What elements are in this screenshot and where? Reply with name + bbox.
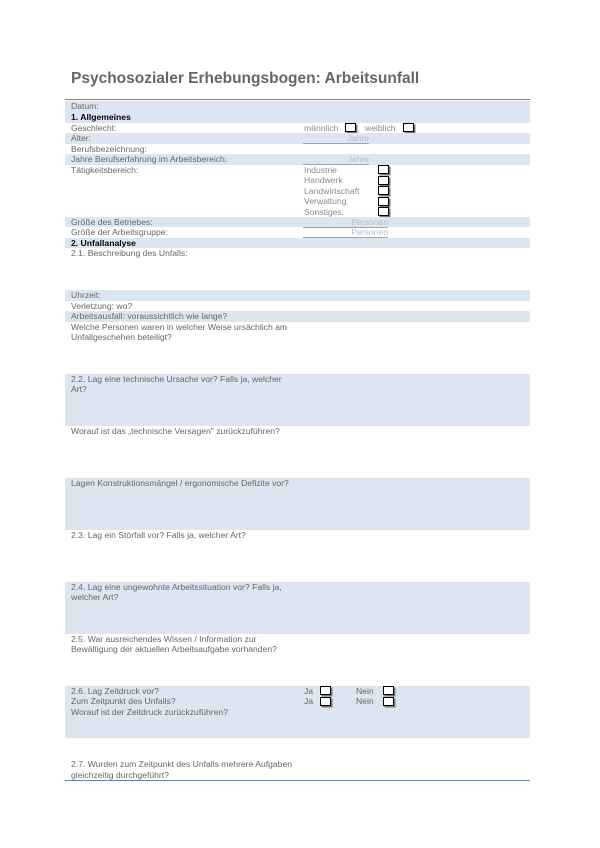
beschreibung-row[interactable] — [65, 248, 530, 290]
geschlecht-row — [65, 123, 530, 134]
zeitdruck-nein-checkbox[interactable] — [383, 686, 394, 695]
mehrere-aufgaben-row[interactable] — [65, 759, 530, 780]
option-industrie: Industrie — [304, 164, 337, 175]
arbeitssituation-row[interactable] — [65, 582, 530, 634]
technisches-versagen-row[interactable] — [65, 426, 530, 478]
stoerfall-row[interactable] — [65, 530, 530, 582]
section1-header — [65, 112, 530, 123]
zeitdruck-nein-label: Nein — [356, 685, 374, 696]
konstruktionsmaengel-row[interactable] — [65, 478, 530, 530]
maennlich-checkbox[interactable] — [345, 123, 356, 132]
option-handwerk: Handwerk — [304, 175, 343, 185]
datum-row[interactable] — [65, 101, 530, 112]
zeitdruck-grund-label: Worauf ist der Zeitdruck zurückzuführen? — [71, 706, 228, 717]
weiblich-label: weiblich — [365, 122, 396, 133]
wissen-label: 2.5. War ausreichendes Wissen / Information zur Bewältigung der aktuellen Arbeitsaufgabe vorhanden? — [71, 633, 277, 654]
weiblich-checkbox[interactable] — [403, 123, 414, 132]
arbeitsausfall-label: Arbeitsausfall: voraussichtlich wie lange? — [71, 311, 228, 321]
berufserfahrung-input[interactable]: Jahre — [303, 154, 369, 165]
section2-title: 2. Unfallanalyse — [71, 237, 136, 248]
beschreibung-label: 2.1. Beschreibung des Unfalls: — [71, 248, 188, 258]
mehrere-aufgaben-label: 2.7. Wurden zum Zeitpunkt des Unfalls mehrere Aufgaben gleichzeitig durchgeführt? — [71, 759, 293, 780]
alter-input[interactable]: Jahre — [303, 133, 369, 144]
handwerk-checkbox[interactable] — [378, 176, 389, 185]
uhrzeit-label: Uhrzeit: — [71, 290, 101, 300]
gruppengroesse-input[interactable]: Personen — [303, 227, 388, 238]
bottom-rule — [65, 780, 530, 781]
verletzung-row[interactable] — [65, 301, 530, 312]
verletzung-label: Verletzung: wo? — [71, 300, 133, 311]
wissen-row[interactable] — [65, 634, 530, 686]
sonstiges-checkbox[interactable] — [378, 207, 389, 216]
berufsbezeichnung-row[interactable] — [65, 144, 530, 155]
arbeitssituation-label: 2.4. Lag eine ungewohnte Arbeitssituation vor? Falls ja, welcher Art? — [71, 581, 282, 602]
alter-row — [65, 133, 530, 144]
technisches-versagen-label: Worauf ist das „technische Versagen" zurückzuführen? — [71, 425, 280, 436]
zeitpunkt-ja-label: Ja — [304, 696, 314, 706]
verwaltung-checkbox[interactable] — [378, 197, 389, 206]
zeitdruck-label: 2.6. Lag Zeitdruck vor? — [71, 685, 159, 696]
berufserfahrung-row — [65, 154, 530, 165]
section1-title: 1. Allgemeines — [71, 112, 131, 122]
gruppengroesse-row — [65, 227, 530, 238]
personen-row[interactable] — [65, 322, 530, 374]
betriebsgroesse-input[interactable]: Personen — [303, 217, 388, 228]
option-sonstiges: Sonstiges: — [304, 206, 345, 217]
maennlich-label: männlich — [304, 122, 339, 133]
zeitdruck-ja-checkbox[interactable] — [320, 686, 331, 695]
technische-ursache-row[interactable] — [65, 374, 530, 426]
geschlecht-label: Geschlecht: — [71, 122, 117, 133]
section2-header — [65, 238, 530, 249]
zeitpunkt-nein-checkbox[interactable] — [383, 697, 394, 706]
taetigkeitsbereich-row — [65, 165, 530, 217]
industrie-checkbox[interactable] — [378, 165, 389, 174]
konstruktionsmaengel-label: Lagen Konstruktionsmängel / ergonomische Defizite vor? — [71, 477, 289, 488]
stoerfall-label: 2.3. Lag ein Störfall vor? Falls ja, welcher Art? — [71, 529, 246, 540]
personen-label: Welche Personen waren in welcher Weise ursächlich am Unfallgeschehen beteiligt? — [71, 321, 288, 342]
zeitdruck-ja-label: Ja — [304, 685, 314, 696]
arbeitsausfall-row[interactable] — [65, 311, 530, 322]
option-landwirtschaft: Landwirtschaft — [304, 185, 360, 196]
betriebsgroesse-label: Größe des Betriebes: — [71, 216, 153, 227]
zeitdruck-row — [65, 686, 530, 738]
berufserfahrung-label: Jahre Berufserfahrung im Arbeitsbereich: — [71, 154, 228, 164]
gruppengroesse-label: Größe der Arbeitsgruppe: — [71, 227, 168, 237]
berufsbezeichnung-label: Berufsbezeichnung: — [71, 143, 147, 154]
form-title: Psychosozialer Erhebungsbogen: Arbeitsunfall — [71, 70, 420, 87]
technische-ursache-label: 2.2. Lag eine technische Ursache vor? Falls ja, welcher Art? — [71, 373, 282, 394]
option-verwaltung: Verwaltung — [304, 196, 347, 206]
zeitpunkt-nein-label: Nein — [356, 696, 374, 706]
landwirtschaft-checkbox[interactable] — [378, 186, 389, 195]
betriebsgroesse-row — [65, 217, 530, 228]
zeitpunkt-label: Zum Zeitpunkt des Unfalls? — [71, 696, 176, 706]
top-rule — [65, 99, 530, 100]
zeitpunkt-ja-checkbox[interactable] — [320, 697, 331, 706]
uhrzeit-row[interactable] — [65, 290, 530, 301]
datum-label: Datum: — [71, 101, 99, 111]
taetigkeitsbereich-label: Tätigkeitsbereich: — [71, 164, 139, 175]
alter-label: Alter: — [71, 133, 92, 143]
